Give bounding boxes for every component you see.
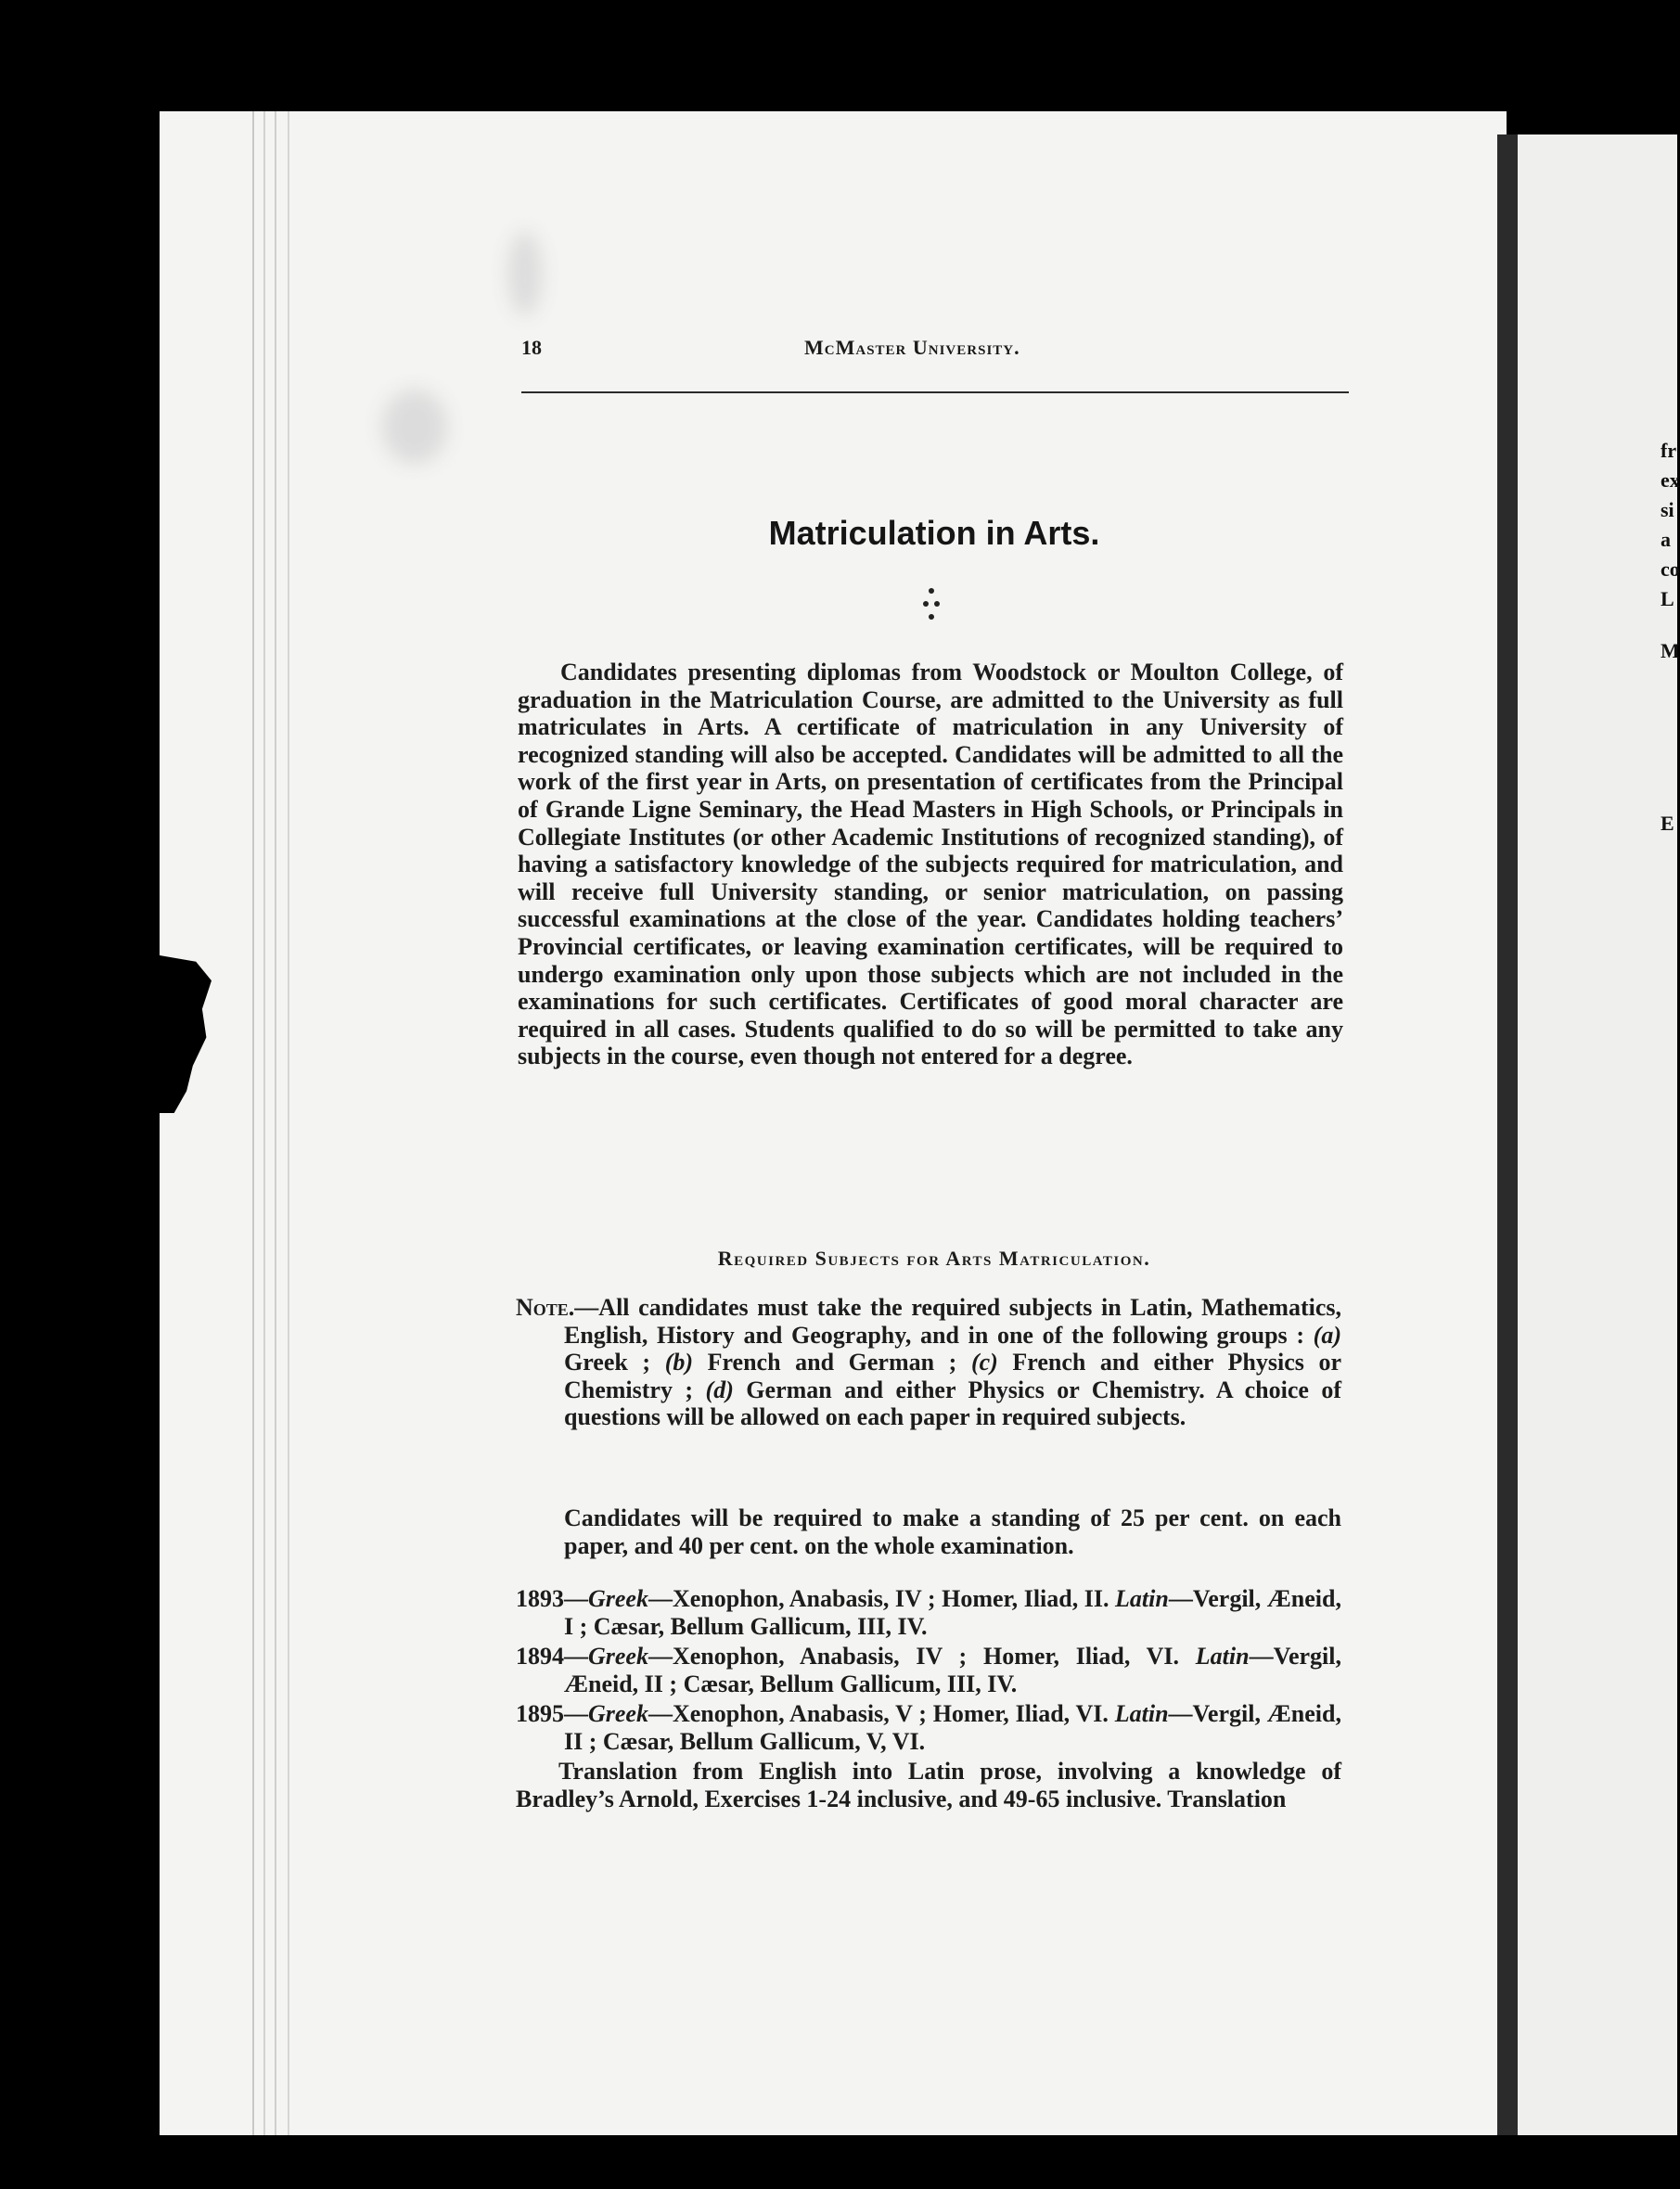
latin-texts: —Vergil, Æneid, I ; Cæsar, Bellum Gallicum, III, IV. xyxy=(564,1585,1341,1640)
standing-paragraph: Candidates will be required to make a standing of 25 per cent. on each paper, and 40 per cent. on the whole examination. xyxy=(564,1504,1341,1559)
subject-label: Latin xyxy=(1115,1585,1169,1612)
translation-paragraph: Translation from English into Latin prose, involving a knowledge of Bradley’s Arnold, Exercises 1-24 inclusive, and 49-65 inclusive. Translation xyxy=(516,1758,1341,1812)
note-text: French and German ; xyxy=(693,1349,971,1376)
note-paragraph xyxy=(516,1294,1341,1431)
header-rule xyxy=(521,391,1349,393)
smudge xyxy=(382,390,447,464)
group-marker: (c) xyxy=(970,1349,998,1376)
subject-label: Latin xyxy=(1114,1700,1169,1727)
adjacent-page-fragment: si xyxy=(1661,498,1674,521)
page-edge-lines xyxy=(247,111,302,2135)
group-marker: (d) xyxy=(705,1376,734,1403)
smudge xyxy=(508,232,542,315)
adjacent-page xyxy=(1518,134,1680,2135)
separator: — xyxy=(564,1700,588,1727)
group-marker: (b) xyxy=(664,1349,694,1376)
book-spine xyxy=(1497,134,1518,2135)
book-page xyxy=(160,111,1507,2135)
subheading: Required Subjects for Arts Matriculation. xyxy=(717,1247,1151,1270)
note-text: Greek ; xyxy=(564,1349,665,1376)
year: 1894 xyxy=(516,1643,564,1670)
running-head: McMaster University. xyxy=(804,336,1020,359)
year: 1893 xyxy=(516,1585,564,1612)
subject-label: Greek xyxy=(588,1585,648,1612)
greek-texts: —Xenophon, Anabasis, IV ; Homer, Iliad, II. xyxy=(648,1585,1116,1612)
adjacent-page-fragment: a xyxy=(1661,528,1671,551)
note-text: German and either Physics or Chemistry. A choice of questions will be allowed on each paper in required subjects. xyxy=(564,1376,1342,1431)
note-text: —All candidates must take the required subjects in Latin, Mathematics, English, History and Geography, and in one of the following groups : xyxy=(564,1294,1341,1349)
page-header xyxy=(521,330,1347,367)
latin-texts: —Vergil, Æneid, II ; Cæsar, Bellum Gallicum, V, VI. xyxy=(564,1700,1341,1755)
subject-label: Greek xyxy=(588,1643,648,1670)
intro-paragraph: Candidates presenting diplomas from Woodstock or Moulton College, of graduation in the Matriculation Course, are admitted to the University as full matriculates in Arts. A certificate of matriculation in any University of recognized standing will also be accepted. Candidates will be admitted to all the work of the first year in Arts, on presentation of certificates from the Principal of Grande Ligne Seminary, the Head Masters in High Schools, or Principals in Collegiate Institutes (or other Academic Institutions of recognized standing), of having a satisfactory knowledge of the subjects required for matriculation, and will receive full University standing, or senior matriculation, on passing successful examinations at the close of the year. Candidates holding teachers’ Provincial certificates, or leaving examination certificates, will be required to undergo examination only upon those subjects which are not included in the examinations for such certificates. Certificates of good moral character are required in all cases. Students qualified to do so will be permitted to take any subjects in the course, even though not entered for a degree. xyxy=(518,659,1343,1070)
subject-label: Latin xyxy=(1195,1643,1250,1670)
latin-texts: —Vergil, Æneid, II ; Cæsar, Bellum Gallicum, III, IV. xyxy=(564,1643,1341,1697)
group-marker: (a) xyxy=(1313,1321,1341,1349)
note-label: Note. xyxy=(516,1294,575,1321)
greek-texts: —Xenophon, Anabasis, IV ; Homer, Iliad, VI. xyxy=(648,1643,1196,1670)
greek-texts: —Xenophon, Anabasis, V ; Homer, Iliad, VI. xyxy=(648,1700,1115,1727)
separator: — xyxy=(564,1585,588,1612)
adjacent-page-fragment: co xyxy=(1661,557,1680,581)
adjacent-page-fragment: ex xyxy=(1661,468,1680,492)
year-entry xyxy=(516,1700,1341,1755)
adjacent-page-fragment: E xyxy=(1661,812,1674,835)
adjacent-page-fragment: M xyxy=(1661,639,1680,662)
adjacent-page-fragment: fr xyxy=(1661,439,1677,462)
year-entry xyxy=(516,1643,1341,1697)
note-text: French and either Physics or Chemistry ; xyxy=(564,1349,1342,1403)
page-number: 18 xyxy=(521,336,542,359)
separator: — xyxy=(564,1643,588,1670)
adjacent-page-fragment: L xyxy=(1661,587,1674,610)
section-title: Matriculation in Arts. xyxy=(768,514,1100,552)
year-entry xyxy=(516,1585,1341,1640)
year: 1895 xyxy=(516,1700,564,1727)
subject-label: Greek xyxy=(588,1700,648,1727)
ornament-icon xyxy=(922,586,941,623)
